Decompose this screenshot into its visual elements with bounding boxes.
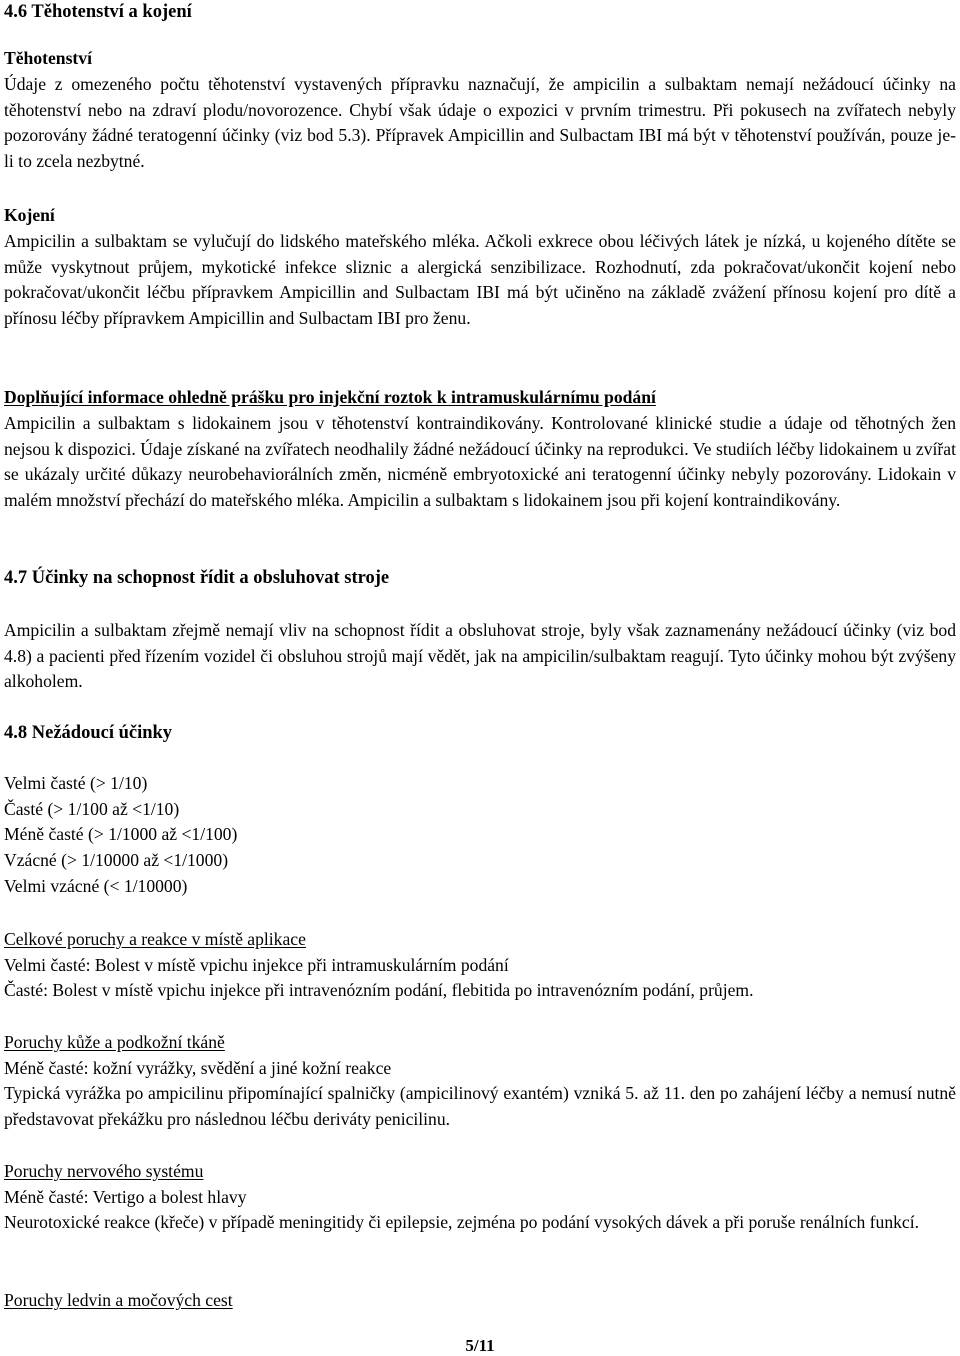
general-disorders-title: Celkové poruchy a reakce v místě aplikace: [4, 929, 306, 949]
breastfeeding-paragraph: Ampicilin a sulbaktam se vylučují do lidského mateřského mléka. Ačkoli exkrece obou léčivých látek je nízká, u kojeného dítěte se může vyskytnout průjem, mykotické infekce sliznic a alergická senzibilizace. Rozhodnutí, zda pokračovat/ukončit kojení nebo pokračovat/ukončit léčbu přípravkem Ampicillin and Sulbactam IBI má být učiněno na základě zvážení přínosu kojení pro dítě a přínosu léčby přípravkem Ampicillin and Sulbactam IBI pro ženu.: [4, 231, 956, 329]
page-number: 5/11: [465, 1336, 495, 1355]
im-info-title: Doplňující informace ohledně prášku pro injekční roztok k intramuskulárnímu podání: [4, 387, 656, 407]
frequency-list: [4, 771, 956, 900]
general-disorders-block: [4, 927, 956, 1004]
frequency-item: Méně časté (> 1/1000 až <1/100): [4, 824, 238, 845]
skin-disorders-paragraph: Typická vyrážka po ampicilinu připomínající spalničky (ampicilinový exantém) vzniká 5. až 11. den po zahájení léčby a nemusí nutně představovat překážku pro následnou léčbu deriváty penicilinu.: [4, 1083, 956, 1130]
nervous-disorders-line: Méně časté: Vertigo a bolest hlavy: [4, 1186, 247, 1207]
nervous-disorders-paragraph: Neurotoxické reakce (křeče) v případě meningitidy či epilepsie, zejména po podání vysokých dávek a při poruše renálních funkcí.: [4, 1212, 920, 1233]
frequency-item: Velmi vzácné (< 1/10000): [4, 875, 188, 896]
nervous-disorders-block: [4, 1159, 956, 1236]
pregnancy-paragraph: Údaje z omezeného počtu těhotenství vystavených přípravku naznačují, že ampicilin a sulbaktam nemají nežádoucí účinky na těhotenství nebo na zdraví plodu/novorozence. Chybí však údaje o expozici v prvním trimestru. Při pokusech na zvířatech nebyly pozorovány žádné teratogenní účinky (viz bod 5.3). Přípravek Ampicillin and Sulbactam IBI má být v těhotenství používán, pouze je-li to zcela nezbytné.: [4, 74, 956, 172]
skin-disorders-line: Méně časté: kožní vyrážky, svědění a jiné kožní reakce: [4, 1057, 392, 1078]
pregnancy-title: Těhotenství: [4, 48, 92, 68]
breastfeeding-title: Kojení: [4, 205, 55, 225]
im-info-paragraph: Ampicilin a sulbaktam s lidokainem jsou v těhotenství kontraindikovány. Kontrolované klinické studie a údaje od těhotných žen nejsou k dispozici. Údaje získané na zvířatech neodhalily žádné nežádoucí účinky na reprodukci. Ve studiích léčby lidokainem u zvířat se ukázaly určité důkazy neurobehaviorálních změn, nicméně embryotoxické ani teratogenní účinky nebyly pozorovány. Lidokain v malém množství přechází do mateřského mléka. Ampicilin a sulbaktam s lidokainem jsou při kojení kontraindikovány.: [4, 413, 956, 511]
frequency-item: Velmi časté (> 1/10): [4, 773, 148, 793]
section-4-7-heading: 4.7 Účinky na schopnost řídit a obsluhovat stroje: [4, 568, 390, 588]
general-disorders-line: Časté: Bolest v místě vpichu injekce při intravenózním podání, flebitida po intravenózním podání, průjem.: [4, 980, 754, 1001]
section-4-8-heading: 4.8 Nežádoucí účinky: [4, 723, 173, 743]
nervous-disorders-title: Poruchy nervového systému: [4, 1161, 204, 1181]
general-disorders-line: Velmi časté: Bolest v místě vpichu injekce při intramuskulárním podání: [4, 954, 509, 975]
frequency-item: Vzácné (> 1/10000 až <1/1000): [4, 850, 229, 871]
skin-disorders-block: [4, 1030, 956, 1133]
renal-disorders-title: Poruchy ledvin a močových cest: [4, 1290, 233, 1310]
section-4-6-heading: 4.6 Těhotenství a kojení: [4, 2, 192, 22]
driving-paragraph: Ampicilin a sulbaktam zřejmě nemají vliv na schopnost řídit a obsluhovat stroje, byly však zaznamenány nežádoucí účinky (viz bod 4.8) a pacienti před řízením vozidel či obsluhou strojů mají vědět, jak na ampicilin/sulbaktam reagují. Tyto účinky mohou být zvýšeny alkoholem.: [4, 620, 956, 692]
skin-disorders-title: Poruchy kůže a podkožní tkáně: [4, 1032, 225, 1052]
frequency-item: Časté (> 1/100 až <1/10): [4, 798, 180, 819]
